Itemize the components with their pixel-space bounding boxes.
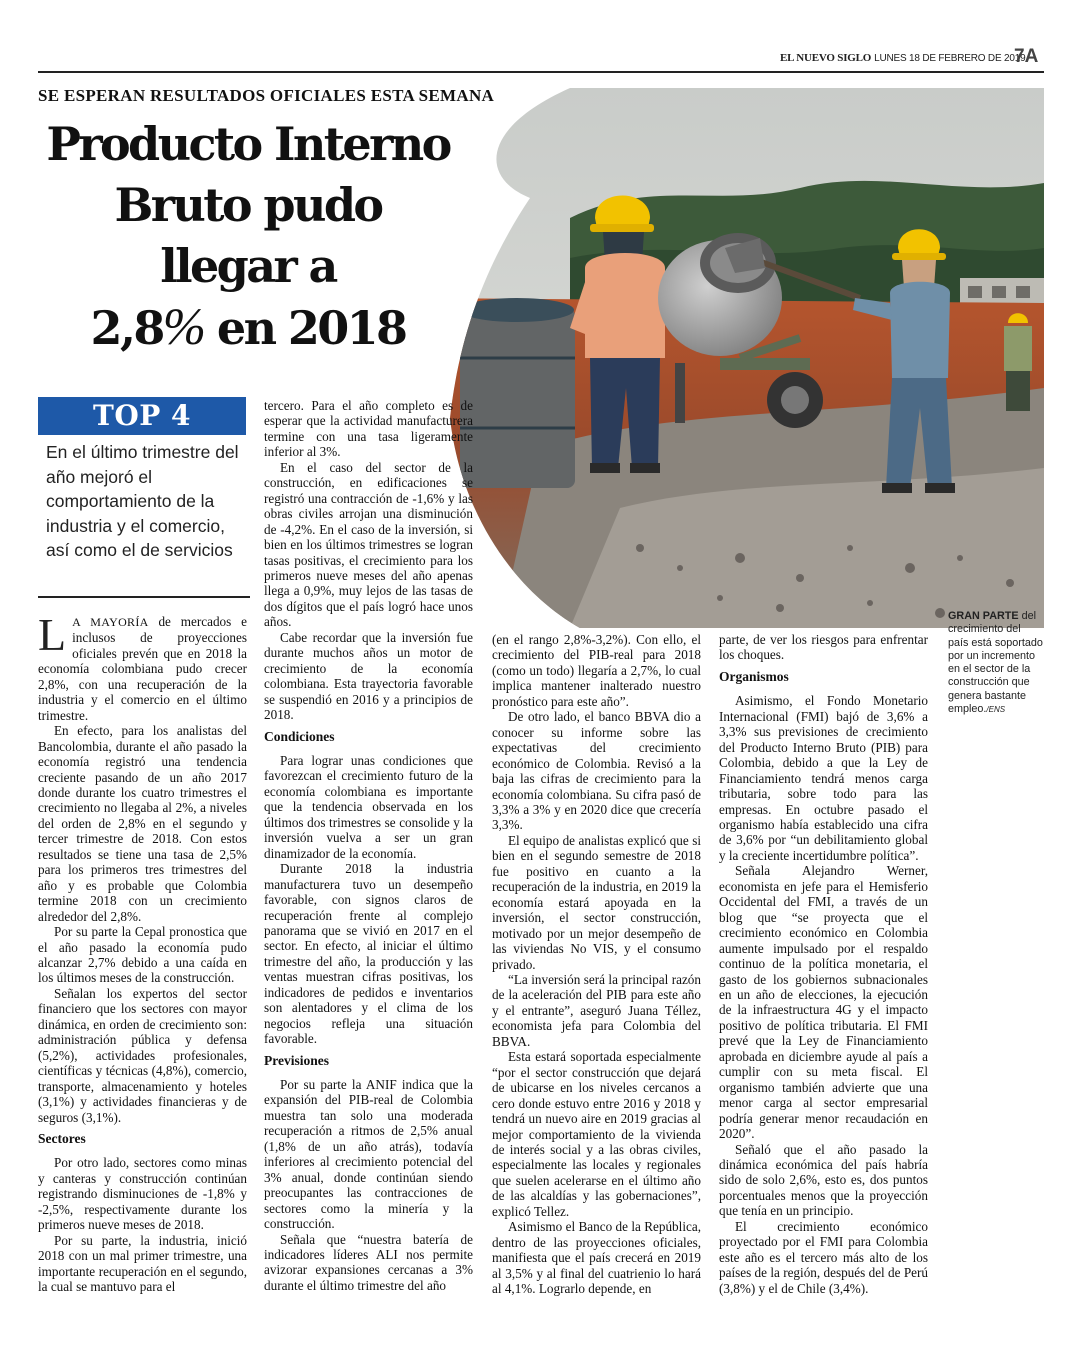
lead-text: de mercados e inclusos de proyecciones oficiales prevén que en 2018 la economía colombiana pudo crecer 2,8%, con una recuperación de la industria y el comercio en el último trimestre. xyxy=(38,614,247,723)
top4-summary: En el último trimestre del año mejoró el comportamiento de la industria y el comercio, así como el de servicios xyxy=(46,442,239,560)
body-paragraph: “La inversión será la principal razón de la aceleración del PIB para este año y el entrante”, aseguró Juana Téllez, economista jefa para Colombia del BBVA. xyxy=(492,971,701,1049)
body-paragraph: Señala que “nuestra batería de indicadores líderes ALI nos permite avizorar expansiones cercanas a 3% durante el último trimestre del año xyxy=(264,1231,473,1293)
top4-rule xyxy=(38,596,250,598)
body-paragraph: Señaló que el año pasado la dinámica económica del país habría sido de solo 2,6%, esto es, dos puntos porcentuales menos que la proyección que tenía en un principio. xyxy=(719,1141,928,1219)
lead-paragraph xyxy=(38,609,247,723)
body-paragraph: Esta estará soportada especialmente “por el sector construcción que dejará de ubicarse en los niveles cercanos a cero donde estuvo entre 2016 y 2018 y tendrá un nuevo aire en 2019 gracias al mejor comportamiento de la vivienda de interés social y a las obras civiles, especialmente las locales y regionales que suelen acelerarse en el último año de las alcaldías y las gobernaciones”, explicó Tellez. xyxy=(492,1049,701,1219)
drop-cap: L xyxy=(38,609,67,660)
body-paragraph: parte, de ver los riesgos para enfrentar los choques. xyxy=(719,632,928,663)
body-paragraph: Para lograr unas condiciones que favorezcan el crecimiento futuro de la economía colombiana es importante que la tendencia observada en los últimos dos trimestres se consolide y la inversión vuelva a ser un gran dinamizador de la economía. xyxy=(264,752,473,861)
subhead-previsiones: Previsiones xyxy=(264,1052,329,1068)
masthead xyxy=(780,52,1026,68)
headline-line-2: Bruto pudo xyxy=(114,178,382,232)
headline-year: en 2018 xyxy=(203,301,406,355)
body-paragraph: Asimismo el Banco de la República, dentro de las proyecciones oficiales, manifiesta que el país crecerá en 2019 al 3,5% y al final del cuatrienio lo hará al 4,1%. Lograrlo depende, en xyxy=(492,1219,701,1297)
subhead-condiciones: Condiciones xyxy=(264,728,335,744)
body-paragraph: (en el rango 2,8%-3,2%). Con ello, el crecimiento del PIB-real para 2018 (como un todo) llegaría a 2,7%, lo cual implica mantener inalterado nuestro pronóstico para este año”. xyxy=(492,632,701,709)
photo-caption xyxy=(948,610,1044,716)
issue-date: LUNES 18 DE FEBRERO DE 2019 xyxy=(874,53,1026,64)
body-paragraph: Durante 2018 la industria manufacturera tuvo un desempeño favorable, con signos claros de recuperación frente al complejo panorama que se vivió en 2017 en el sector. En efecto, al iniciar el último trimestre del año, la producción y las ventas muestran cifras positivas, los indicadores de pedidos e inventarios son alentadores y el clima de los negocios refleja una situación favorable. xyxy=(264,861,473,1047)
headline-line-4 xyxy=(91,301,406,355)
headline-percent-sign: % xyxy=(162,299,204,356)
body-column-3 xyxy=(492,632,701,1296)
body-paragraph: Asimismo, el Fondo Monetario Internacional (FMI) bajó de 3,6% a 3,3% sus previsiones de crecimiento del Producto Interno Bruto (PIB) para Colombia, debido a que la Ley de Financiamiento tendrá menos carga tributaria, sobre todo para las empresas. En octubre pasado el organismo había establecido una cifra de 3,6% por “un debilitamiento global y la creciente incertidumbre política”. xyxy=(719,693,928,863)
body-paragraph: En efecto, para los analistas del Bancolombia, durante el año pasado la economía registró una tendencia creciente pasando de un año 2017 donde durante los cuatro trimestres el crecimiento no llegaba al 2%, a niveles del orden de 2,8% en el segundo y tercer trimestre de 2018. Con estos resultados se tiene una tasa de 2,5% para los primeros tres trimestres del año y es probable que Colombia termine 2018 con un crecimiento alrededor del 2,8%. xyxy=(38,723,247,924)
headline-line-1: Producto Interno xyxy=(46,117,450,171)
body-paragraph: Por su parte, la industria, inició 2018 con un mal primer trimestre, una importante recuperación en el segundo, la cual se mantuvo para el xyxy=(38,1232,247,1295)
body-paragraph: El crecimiento económico proyectado por el FMI para Colombia este año es el tercero más alto de los países de la región, después del de Perú (3,8%) y el de Chile (3,4%). xyxy=(719,1218,928,1296)
body-paragraph: Señalan los expertos del sector financiero que los sectores con mayor dinámica, en orden de crecimiento son: administración pública y defensa (5,2%), actividades profesionales, científicas y técnicas (4,8%), comercio, transporte, almacenamiento y hoteles (3,1%) y actividades financieras y de seguros (3,1%). xyxy=(38,985,247,1125)
body-paragraph: tercero. Para el año completo es de esperar que la actividad manufacturera termine con una tasa ligeramente inferior al 3%. xyxy=(264,398,473,460)
newspaper-name: EL NUEVO SIGLO xyxy=(780,52,872,64)
body-paragraph: Cabe recordar que la inversión fue durante muchos años un motor de crecimiento de la economía colombiana. Esta trayectoria favorable se suspendió en 2016 y a principios de 2018. xyxy=(264,629,473,723)
lead-caps: A MAYORÍA xyxy=(72,615,149,629)
page-number: 7A xyxy=(1014,46,1039,67)
photo-credit: /ENS xyxy=(986,705,1006,715)
body-paragraph: De otro lado, el banco BBVA dio a conocer su informe sobre las expectativas del crecimiento económico de Colombia. Revisó a la baja las cifras de crecimiento para la economía colombiana. Su cifra pasó de 3,3% a 3% y en 2020 dice que crecería 3,3%. xyxy=(492,709,701,833)
body-paragraph: Señala Alejandro Werner, economista en jefe para el Hemisferio Occidental del FMI, a través de un blog que “se proyecta que el crecimiento económico en Colombia aumente impulsado por el respaldo continuo de la política monetaria, el gasto de los gobiernos subnacionales en un año de elecciones, la ejecución de la infraestructura 4G y el impacto positivo de política tributaria. El FMI prevé que la Ley de Financiamiento aprobada en diciembre ayude al país a cumplir con su meta fiscal. El organismo también advierte que una menor carga al sector empresarial podría generar menor recaudación en 2020”. xyxy=(719,863,928,1142)
subhead-organismos: Organismos xyxy=(719,668,789,684)
article-kicker: SE ESPERAN RESULTADOS OFICIALES ESTA SEMANA xyxy=(38,86,495,105)
article-headline xyxy=(28,114,468,359)
body-column-2 xyxy=(264,398,473,1293)
headline-figure: 2,8 xyxy=(90,301,163,355)
caption-lead: GRAN PARTE xyxy=(948,610,1019,622)
header-rule xyxy=(38,71,1044,73)
subhead-sectores: Sectores xyxy=(38,1130,86,1146)
body-paragraph: Por otro lado, sectores como minas y canteras y construcción continúan registrando disminuciones de -1,8% y -2,5%, respectivamente durante los primeros nueve meses de 2018. xyxy=(38,1155,247,1233)
caption-text: del crecimiento del país está soportado por un incremento en el sector de la construcción que genera bastante empleo. xyxy=(948,610,1043,716)
body-column-4 xyxy=(719,632,928,1296)
body-paragraph: Por su parte la Cepal pronostica que el año pasado la economía pudo alcanzar 2,7% debido a una caída en los últimos meses de la construcción. xyxy=(38,924,247,986)
top4-badge: TOP 4 xyxy=(38,397,246,435)
body-column-1 xyxy=(38,609,247,1295)
body-paragraph: Por su parte la ANIF indica que la expansión del PIB-real de Colombia muestra tan solo una moderada recuperación a ritmos de 2,5% anual (1,8% de un año atrás), todavía inferiores al crecimiento potencial del 3% anual, donde continúan siendo preocupantes las contracciones de sectores como la minería y la construcción. xyxy=(264,1077,473,1232)
construction-workers-photo xyxy=(420,88,1044,628)
body-paragraph: En el caso del sector de la construcción, en edificaciones se registró una contracción de -1,6% y las obras civiles arrojan una disminución de -4,2%. En el caso de la inversión, si bien en los últimos trimestres se logran tasas positivas, el crecimiento para los primeros nueve meses del año apenas llega a 0,9%, muy lejos de las tasas de dos dígitos que el país logró hace unos años. xyxy=(264,459,473,630)
body-paragraph: El equipo de analistas explicó que si bien en el segundo semestre de 2018 fue positivo en cuanto a la recuperación de la industria, en 2019 la economía estará apoyada en la inversión, el sector construcción, motivado por un mejor desempeño de las viviendas No VIS, y el consumo privado. xyxy=(492,832,701,972)
headline-line-3: llegar a xyxy=(160,239,336,293)
